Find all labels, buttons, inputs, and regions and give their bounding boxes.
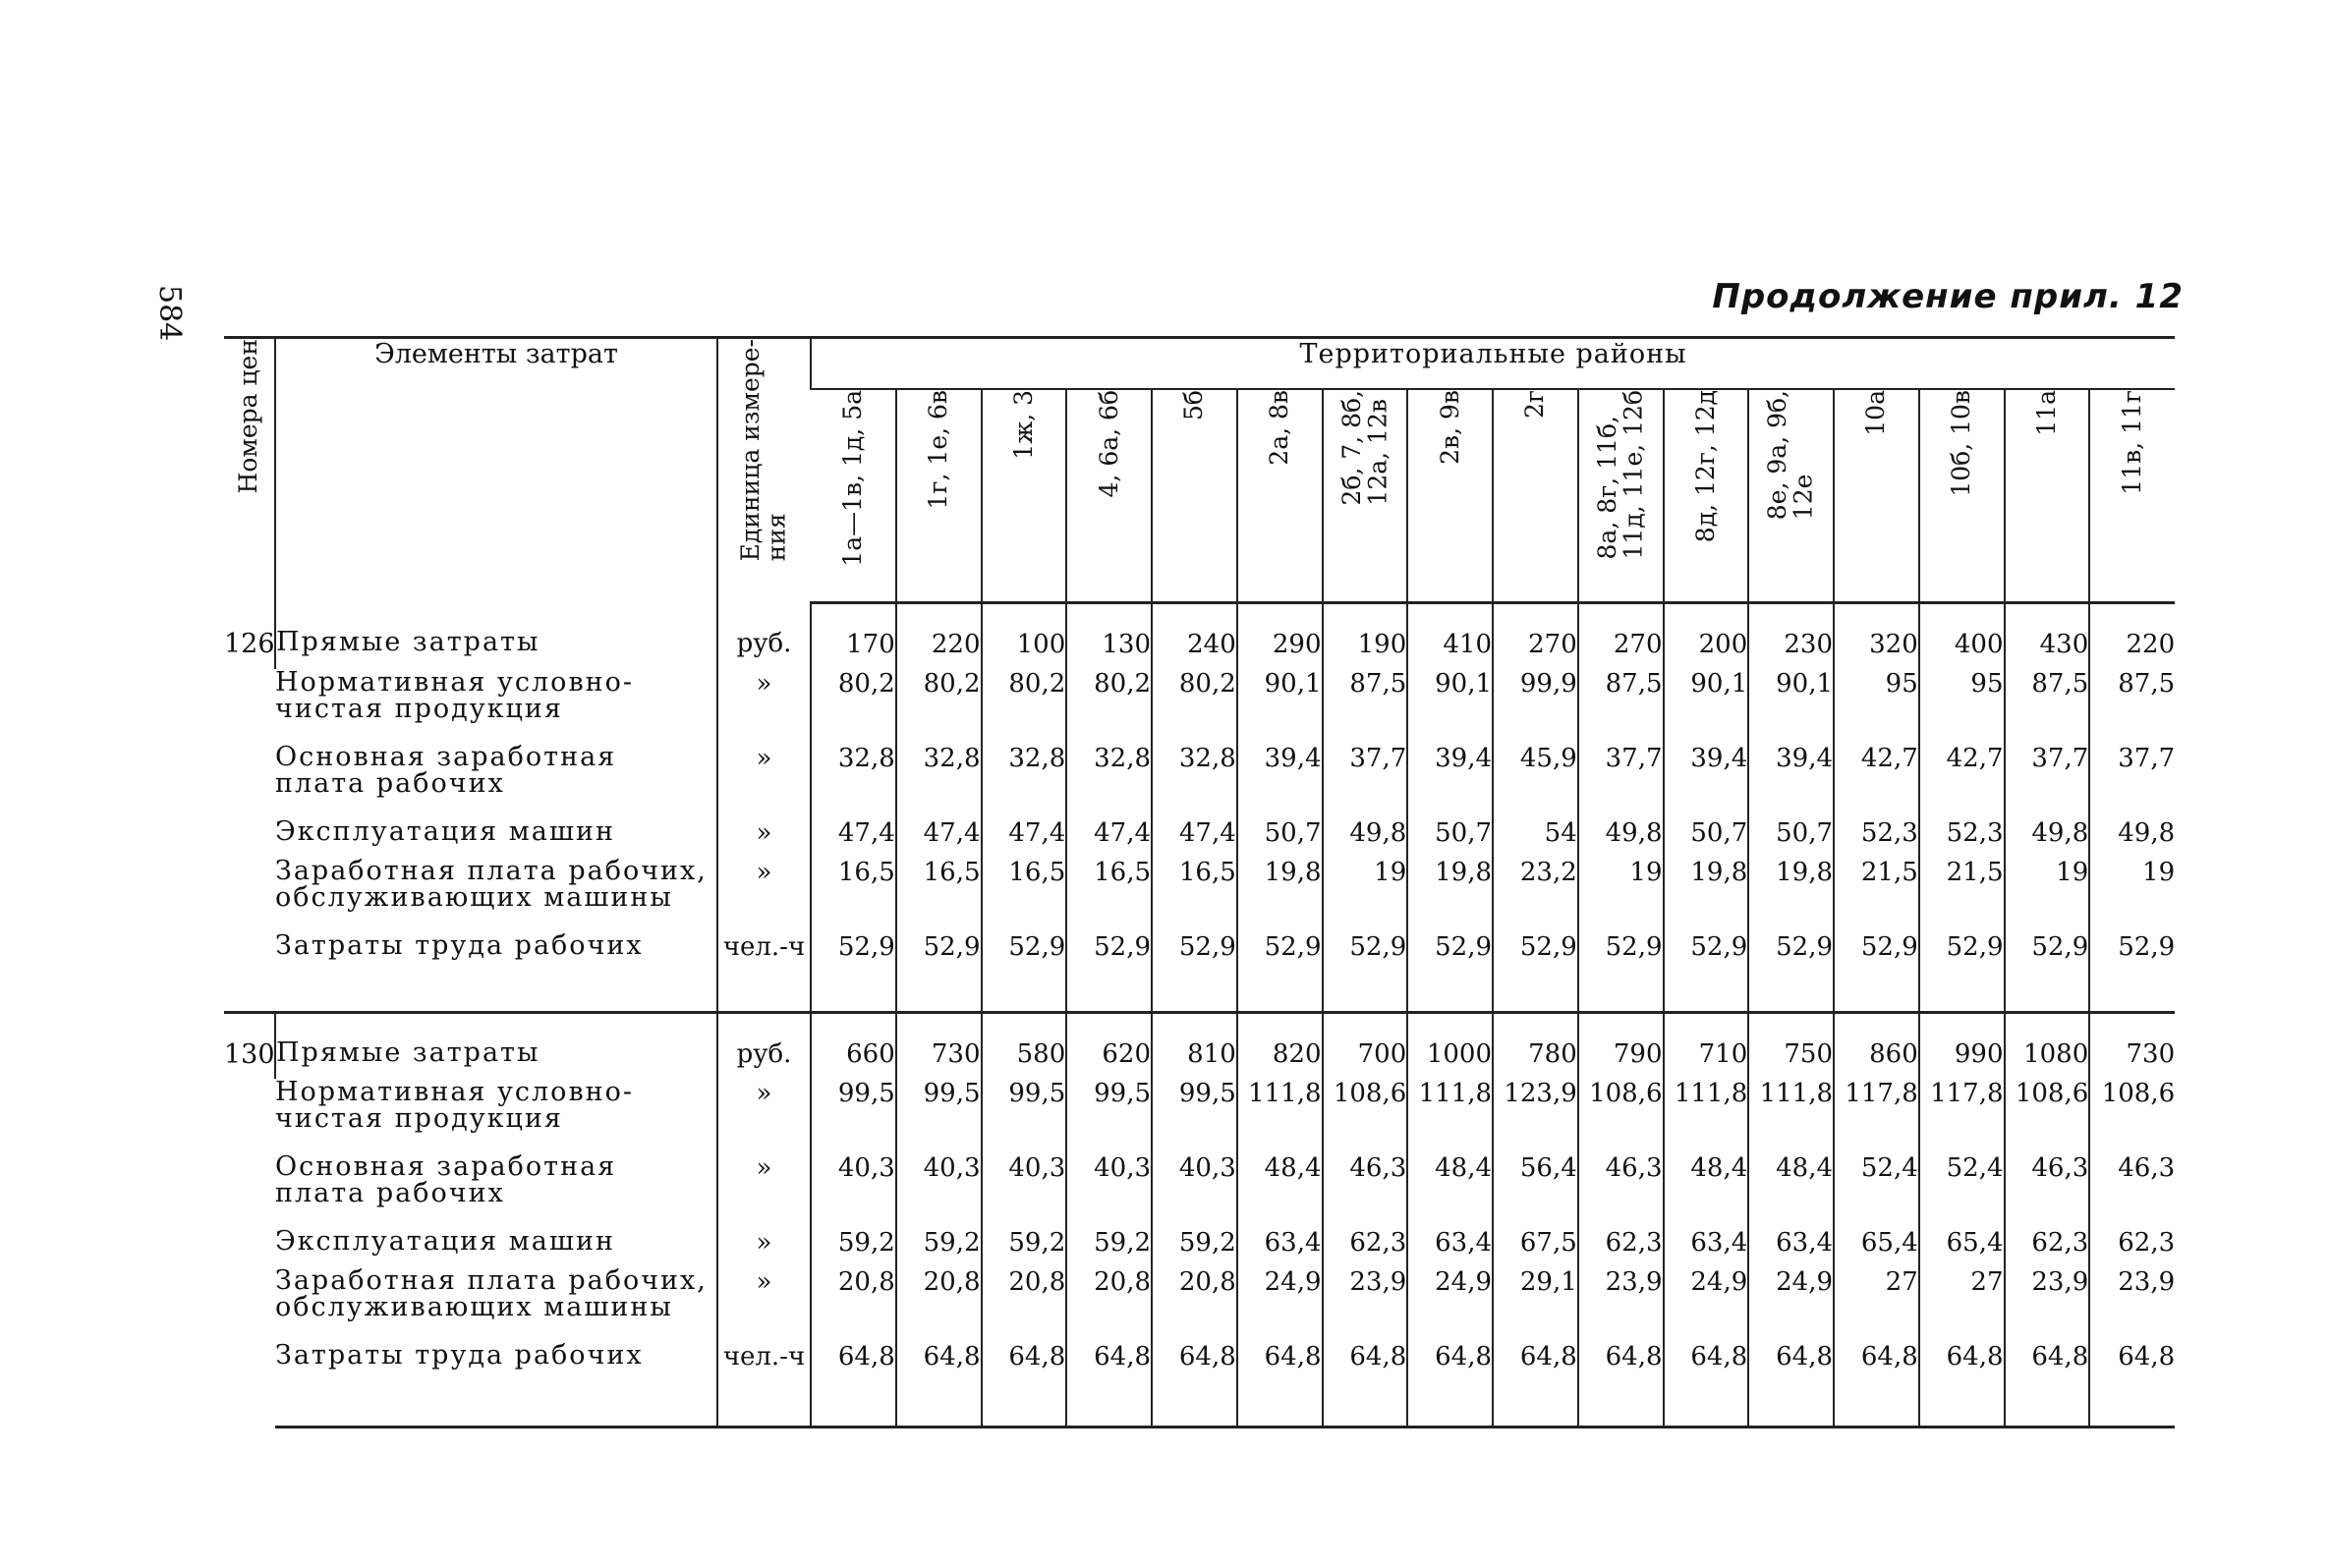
value-cell: 19 (1578, 858, 1664, 932)
cost-element-label: Прямые затраты (275, 1013, 717, 1080)
value-cell: 64,8 (896, 1342, 982, 1428)
header-price-no: Номера цен (224, 338, 275, 603)
value-cell: 52,9 (1066, 932, 1152, 1013)
table-row (224, 669, 2175, 744)
value-cell: 20,8 (1152, 1267, 1237, 1342)
value-cell: 430 (2005, 603, 2090, 670)
cost-element-label: Прямые затраты (275, 603, 717, 670)
value-cell: 87,5 (2005, 669, 2090, 744)
value-cell: 63,4 (1237, 1228, 1323, 1267)
value-cell: 620 (1066, 1013, 1152, 1080)
value-cell: 64,8 (1237, 1342, 1323, 1428)
value-cell: 23,2 (1493, 858, 1578, 932)
value-cell: 52,9 (1152, 932, 1237, 1013)
value-cell: 24,9 (1237, 1267, 1323, 1342)
value-cell: 52,9 (1919, 932, 2005, 1013)
value-cell: 90,1 (1748, 669, 1834, 744)
value-cell: 52,4 (1834, 1153, 1919, 1228)
value-cell: 47,4 (811, 818, 896, 858)
cost-element-label: Эксплуатация машин (275, 816, 615, 847)
value-cell: 46,3 (1578, 1153, 1664, 1228)
value-cell: 59,2 (1152, 1228, 1237, 1267)
value-cell: 111,8 (1237, 1079, 1323, 1153)
value-cell: 37,7 (2089, 744, 2175, 818)
price-number: 130 (224, 1013, 275, 1428)
value-cell: 20,8 (811, 1267, 896, 1342)
value-cell: 220 (2089, 603, 2175, 670)
table-row (224, 1153, 2175, 1228)
value-cell: 47,4 (1152, 818, 1237, 858)
value-cell: 80,2 (1152, 669, 1237, 744)
unit-cell: руб. (717, 603, 811, 670)
value-cell: 16,5 (1152, 858, 1237, 932)
value-cell: 87,5 (1578, 669, 1664, 744)
value-cell: 95 (1919, 669, 2005, 744)
value-cell: 108,6 (1323, 1079, 1408, 1153)
value-cell: 580 (982, 1013, 1067, 1080)
unit-cell: » (717, 1228, 811, 1267)
value-cell: 32,8 (1152, 744, 1237, 818)
table-row (224, 603, 2175, 670)
value-cell: 19,8 (1748, 858, 1834, 932)
value-cell: 660 (811, 1013, 896, 1080)
value-cell: 99,5 (982, 1079, 1067, 1153)
price-number: 126 (224, 628, 275, 659)
header-region-4: 4, 6а, 6б (1066, 389, 1152, 603)
header-regions-group: Территориальные районы (811, 338, 2175, 390)
value-cell: 400 (1919, 603, 2005, 670)
value-cell: 730 (2089, 1013, 2175, 1080)
value-cell: 730 (896, 1013, 982, 1080)
value-cell: 59,2 (896, 1228, 982, 1267)
cost-table (224, 336, 2175, 1428)
value-cell: 47,4 (896, 818, 982, 858)
value-cell: 52,9 (2005, 932, 2090, 1013)
value-cell: 19 (2089, 858, 2175, 932)
table-row (224, 858, 2175, 932)
cost-element-label: Заработная плата рабочих, обслуживающих машины (275, 856, 708, 913)
value-cell: 16,5 (982, 858, 1067, 932)
value-cell: 190 (1323, 603, 1408, 670)
value-cell: 87,5 (1323, 669, 1408, 744)
value-cell: 87,5 (2089, 669, 2175, 744)
value-cell: 24,9 (1748, 1267, 1834, 1342)
value-cell: 1000 (1407, 1013, 1493, 1080)
value-cell: 54 (1493, 818, 1578, 858)
value-cell: 19 (2005, 858, 2090, 932)
value-cell: 64,8 (1323, 1342, 1408, 1428)
value-cell: 62,3 (1323, 1228, 1408, 1267)
cost-element-label: Затраты труда рабочих (275, 1342, 717, 1428)
value-cell: 1080 (2005, 1013, 2090, 1080)
header-region-14: 10б, 10в (1919, 389, 2005, 603)
value-cell: 52,9 (982, 932, 1067, 1013)
unit-cell: » (717, 1079, 811, 1153)
value-cell: 67,5 (1493, 1228, 1578, 1267)
header-region-9: 2г (1493, 389, 1578, 603)
value-cell: 32,8 (896, 744, 982, 818)
value-cell: 52,9 (1323, 932, 1408, 1013)
value-cell: 750 (1748, 1013, 1834, 1080)
value-cell: 49,8 (1578, 818, 1664, 858)
value-cell: 20,8 (896, 1267, 982, 1342)
value-cell: 790 (1578, 1013, 1664, 1080)
value-cell: 16,5 (1066, 858, 1152, 932)
value-cell: 20,8 (982, 1267, 1067, 1342)
value-cell: 21,5 (1834, 858, 1919, 932)
value-cell: 40,3 (982, 1153, 1067, 1228)
value-cell: 16,5 (811, 858, 896, 932)
value-cell: 80,2 (982, 669, 1067, 744)
table-row (224, 932, 2175, 1013)
value-cell: 111,8 (1748, 1079, 1834, 1153)
value-cell: 40,3 (1152, 1153, 1237, 1228)
value-cell: 42,7 (1834, 744, 1919, 818)
cost-element-label: Основная заработная плата рабочих (275, 1151, 617, 1208)
value-cell: 290 (1237, 603, 1323, 670)
value-cell: 99,9 (1493, 669, 1578, 744)
value-cell: 52,9 (1834, 932, 1919, 1013)
value-cell: 52,9 (896, 932, 982, 1013)
value-cell: 64,8 (1066, 1342, 1152, 1428)
header-region-11: 8д, 12г, 12д (1664, 389, 1749, 603)
value-cell: 39,4 (1748, 744, 1834, 818)
value-cell: 860 (1834, 1013, 1919, 1080)
value-cell: 52,9 (1493, 932, 1578, 1013)
value-cell: 39,4 (1407, 744, 1493, 818)
value-cell: 47,4 (1066, 818, 1152, 858)
unit-cell: » (717, 669, 811, 744)
price-block-130 (224, 1013, 2175, 1428)
header-region-7: 2б, 7, 8б, 12а, 12в (1323, 389, 1408, 603)
value-cell: 100 (982, 603, 1067, 670)
header-region-13: 10а (1834, 389, 1919, 603)
value-cell: 62,3 (2089, 1228, 2175, 1267)
value-cell: 48,4 (1664, 1153, 1749, 1228)
value-cell: 52,3 (1834, 818, 1919, 858)
cost-element-label: Нормативная условно-чистая продукция (275, 667, 635, 724)
value-cell: 24,9 (1664, 1267, 1749, 1342)
value-cell: 63,4 (1664, 1228, 1749, 1267)
value-cell: 27 (1834, 1267, 1919, 1342)
value-cell: 49,8 (2089, 818, 2175, 858)
value-cell: 170 (811, 603, 896, 670)
value-cell: 64,8 (982, 1342, 1067, 1428)
cost-element-label: Эксплуатация машин (275, 1226, 615, 1257)
value-cell: 108,6 (1578, 1079, 1664, 1153)
value-cell: 16,5 (896, 858, 982, 932)
value-cell: 52,3 (1919, 818, 2005, 858)
value-cell: 39,4 (1237, 744, 1323, 818)
value-cell: 56,4 (1493, 1153, 1578, 1228)
value-cell: 46,3 (1323, 1153, 1408, 1228)
value-cell: 45,9 (1493, 744, 1578, 818)
header-region-3: 1ж, 3 (982, 389, 1067, 603)
value-cell: 90,1 (1237, 669, 1323, 744)
value-cell: 80,2 (811, 669, 896, 744)
value-cell: 80,2 (1066, 669, 1152, 744)
value-cell: 52,9 (1664, 932, 1749, 1013)
value-cell: 62,3 (2005, 1228, 2090, 1267)
value-cell: 50,7 (1237, 818, 1323, 858)
value-cell: 64,8 (1919, 1342, 2005, 1428)
value-cell: 37,7 (2005, 744, 2090, 818)
value-cell: 64,8 (2089, 1342, 2175, 1428)
header-region-6: 2а, 8в (1237, 389, 1323, 603)
header-region-10: 8а, 8г, 11б, 11д, 11е, 12б (1578, 389, 1664, 603)
value-cell: 32,8 (1066, 744, 1152, 818)
value-cell: 46,3 (2005, 1153, 2090, 1228)
value-cell: 99,5 (896, 1079, 982, 1153)
value-cell: 123,9 (1493, 1079, 1578, 1153)
value-cell: 52,9 (1407, 932, 1493, 1013)
value-cell: 410 (1407, 603, 1493, 670)
value-cell: 780 (1493, 1013, 1578, 1080)
table-row (224, 1013, 2175, 1080)
value-cell: 48,4 (1407, 1153, 1493, 1228)
value-cell: 42,7 (1919, 744, 2005, 818)
cost-element-label: Нормативная условно-чистая продукция (275, 1077, 635, 1134)
value-cell: 50,7 (1664, 818, 1749, 858)
value-cell: 19,8 (1407, 858, 1493, 932)
value-cell: 52,9 (1237, 932, 1323, 1013)
value-cell: 710 (1664, 1013, 1749, 1080)
table-row (224, 744, 2175, 818)
table-header (224, 338, 2175, 603)
value-cell: 99,5 (811, 1079, 896, 1153)
value-cell: 990 (1919, 1013, 2005, 1080)
header-region-12: 8е, 9а, 9б, 12е (1748, 389, 1834, 603)
value-cell: 39,4 (1664, 744, 1749, 818)
table-row (224, 1228, 2175, 1267)
table-row (224, 1267, 2175, 1342)
value-cell: 40,3 (1066, 1153, 1152, 1228)
unit-cell: » (717, 744, 811, 818)
value-cell: 240 (1152, 603, 1237, 670)
value-cell: 50,7 (1748, 818, 1834, 858)
value-cell: 52,4 (1919, 1153, 2005, 1228)
value-cell: 23,9 (2089, 1267, 2175, 1342)
value-cell: 63,4 (1407, 1228, 1493, 1267)
value-cell: 64,8 (1407, 1342, 1493, 1428)
table-row (224, 1079, 2175, 1153)
value-cell: 27 (1919, 1267, 2005, 1342)
value-cell: 230 (1748, 603, 1834, 670)
value-cell: 64,8 (1152, 1342, 1237, 1428)
value-cell: 62,3 (1578, 1228, 1664, 1267)
unit-cell: чел.-ч (717, 1342, 811, 1428)
value-cell: 23,9 (1323, 1267, 1408, 1342)
value-cell: 117,8 (1834, 1079, 1919, 1153)
value-cell: 63,4 (1748, 1228, 1834, 1267)
value-cell: 59,2 (982, 1228, 1067, 1267)
value-cell: 80,2 (896, 669, 982, 744)
value-cell: 24,9 (1407, 1267, 1493, 1342)
value-cell: 40,3 (896, 1153, 982, 1228)
value-cell: 32,8 (982, 744, 1067, 818)
value-cell: 40,3 (811, 1153, 896, 1228)
value-cell: 48,4 (1748, 1153, 1834, 1228)
value-cell: 19,8 (1664, 858, 1749, 932)
value-cell: 37,7 (1578, 744, 1664, 818)
value-cell: 64,8 (2005, 1342, 2090, 1428)
header-region-16: 11в, 11г (2089, 389, 2175, 603)
value-cell: 820 (1237, 1013, 1323, 1080)
value-cell: 52,9 (811, 932, 896, 1013)
value-cell: 90,1 (1407, 669, 1493, 744)
value-cell: 47,4 (982, 818, 1067, 858)
table-row (224, 1342, 2175, 1428)
header-region-1: 1а—1в, 1д, 5а (811, 389, 896, 603)
cost-element-label: Затраты труда рабочих (275, 930, 644, 961)
continuation-caption: Продолжение прил. 12 (1712, 277, 2184, 316)
value-cell: 65,4 (1919, 1228, 2005, 1267)
value-cell: 117,8 (1919, 1079, 2005, 1153)
unit-cell: » (717, 1267, 811, 1342)
value-cell: 64,8 (1493, 1342, 1578, 1428)
value-cell: 46,3 (2089, 1153, 2175, 1228)
value-cell: 19,8 (1237, 858, 1323, 932)
value-cell: 52,9 (2089, 932, 2175, 1013)
value-cell: 700 (1323, 1013, 1408, 1080)
value-cell: 52,9 (1748, 932, 1834, 1013)
value-cell: 64,8 (1578, 1342, 1664, 1428)
value-cell: 37,7 (1323, 744, 1408, 818)
value-cell: 52,9 (1578, 932, 1664, 1013)
value-cell: 64,8 (1748, 1342, 1834, 1428)
page-number: 584 (152, 285, 187, 342)
unit-cell: » (717, 1153, 811, 1228)
unit-cell: чел.-ч (717, 932, 811, 1013)
value-cell: 95 (1834, 669, 1919, 744)
value-cell: 200 (1664, 603, 1749, 670)
value-cell: 64,8 (1664, 1342, 1749, 1428)
value-cell: 108,6 (2089, 1079, 2175, 1153)
cost-element-label: Основная заработная плата рабочих (275, 742, 617, 799)
header-unit: Единица измере- ния (717, 338, 811, 603)
value-cell: 29,1 (1493, 1267, 1578, 1342)
unit-cell: руб. (717, 1013, 811, 1080)
value-cell: 23,9 (2005, 1267, 2090, 1342)
value-cell: 130 (1066, 603, 1152, 670)
table-row (224, 818, 2175, 858)
value-cell: 810 (1152, 1013, 1237, 1080)
value-cell: 111,8 (1664, 1079, 1749, 1153)
value-cell: 59,2 (1066, 1228, 1152, 1267)
value-cell: 320 (1834, 603, 1919, 670)
value-cell: 49,8 (1323, 818, 1408, 858)
value-cell: 59,2 (811, 1228, 896, 1267)
value-cell: 65,4 (1834, 1228, 1919, 1267)
value-cell: 270 (1578, 603, 1664, 670)
header-region-2: 1г, 1е, 6в (896, 389, 982, 603)
value-cell: 23,9 (1578, 1267, 1664, 1342)
value-cell: 32,8 (811, 744, 896, 818)
value-cell: 19 (1323, 858, 1408, 932)
header-region-5: 5б (1152, 389, 1237, 603)
header-region-15: 11а (2005, 389, 2090, 603)
value-cell: 220 (896, 603, 982, 670)
value-cell: 64,8 (1834, 1342, 1919, 1428)
value-cell: 21,5 (1919, 858, 2005, 932)
value-cell: 90,1 (1664, 669, 1749, 744)
value-cell: 111,8 (1407, 1079, 1493, 1153)
value-cell: 20,8 (1066, 1267, 1152, 1342)
header-elements: Элементы затрат (275, 338, 717, 603)
value-cell: 99,5 (1066, 1079, 1152, 1153)
value-cell: 50,7 (1407, 818, 1493, 858)
cost-element-label: Заработная плата рабочих, обслуживающих машины (275, 1265, 708, 1322)
unit-cell: » (717, 818, 811, 858)
value-cell: 99,5 (1152, 1079, 1237, 1153)
value-cell: 64,8 (811, 1342, 896, 1428)
value-cell: 48,4 (1237, 1153, 1323, 1228)
value-cell: 108,6 (2005, 1079, 2090, 1153)
unit-cell: » (717, 858, 811, 932)
price-block-126 (224, 603, 2175, 1013)
value-cell: 49,8 (2005, 818, 2090, 858)
header-region-8: 2в, 9в (1407, 389, 1493, 603)
value-cell: 270 (1493, 603, 1578, 670)
